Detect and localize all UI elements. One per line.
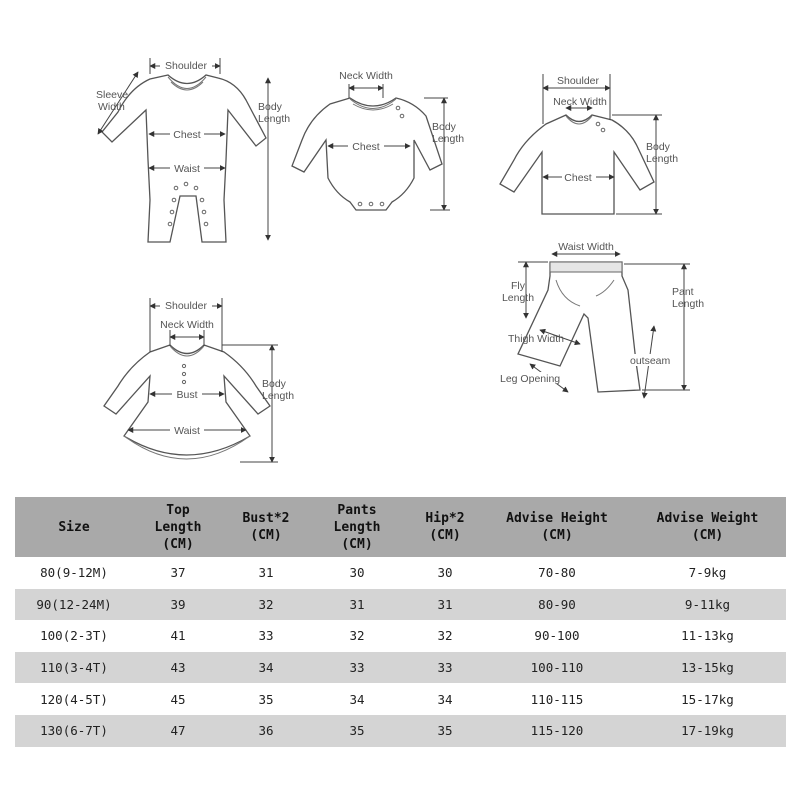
cell-advise-weight: 11-13kg: [629, 620, 786, 652]
cell-top-length: 45: [133, 683, 223, 715]
cell-top-length: 39: [133, 589, 223, 621]
bodysuit-body-label: Body: [432, 121, 456, 133]
pants-length-label-2: Length: [672, 298, 705, 310]
bodysuit-neck-label: Neck Width: [339, 70, 393, 82]
pants-fly-label: Fly: [511, 280, 525, 292]
cell-advise-height: 115-120: [485, 715, 629, 747]
cell-hip: 31: [405, 589, 485, 621]
cell-hip: 35: [405, 715, 485, 747]
cell-advise-height: 80-90: [485, 589, 629, 621]
table-row: [15, 715, 786, 747]
table-row: [15, 652, 786, 684]
romper-body-label-2: Length: [258, 113, 291, 125]
cell-advise-height: 70-80: [485, 557, 629, 589]
header-top-length: Top Length (CM): [133, 497, 223, 557]
romper-body-label: Body: [258, 101, 282, 113]
header-size: Size: [15, 497, 133, 557]
pants-leg-opening-label: Leg Opening: [500, 373, 561, 385]
shirt-diagram: [500, 74, 678, 214]
cell-hip: 32: [405, 620, 485, 652]
cell-advise-weight: 13-15kg: [629, 652, 786, 684]
pants-outseam-label: outseam: [630, 355, 671, 367]
cell-size: 110(3-4T): [15, 652, 133, 684]
cell-bust: 33: [223, 620, 309, 652]
pants-length-label: Pant: [672, 286, 694, 298]
cell-advise-weight: 9-11kg: [629, 589, 786, 621]
pants-waist-label: Waist Width: [558, 241, 614, 253]
romper-chest-label: Chest: [173, 129, 201, 141]
cell-size: 80(9-12M): [15, 557, 133, 589]
header-advise-weight: Advise Weight (CM): [629, 497, 786, 557]
cell-bust: 34: [223, 652, 309, 684]
pants-fly-label-2: Length: [501, 292, 535, 304]
cell-advise-weight: 15-17kg: [629, 683, 786, 715]
romper-waist-label: Waist: [174, 163, 200, 175]
table-row: [15, 683, 786, 715]
cell-advise-height: 110-115: [485, 683, 629, 715]
bodysuit-diagram: [292, 70, 464, 210]
pants-thigh-label: Thigh Width: [508, 333, 565, 345]
cell-advise-weight: 17-19kg: [629, 715, 786, 747]
cell-bust: 31: [223, 557, 309, 589]
cell-advise-height: 100-110: [485, 652, 629, 684]
cell-top-length: 43: [133, 652, 223, 684]
cell-top-length: 47: [133, 715, 223, 747]
cell-top-length: 37: [133, 557, 223, 589]
cell-size: 120(4-5T): [15, 683, 133, 715]
table-header-row: [15, 497, 786, 557]
cell-pants-length: 33: [309, 652, 405, 684]
cell-bust: 35: [223, 683, 309, 715]
shirt-chest-label: Chest: [564, 172, 592, 184]
dress-shoulder-label: Shoulder: [164, 300, 208, 312]
size-chart-table: [15, 497, 786, 747]
cell-pants-length: 30: [309, 557, 405, 589]
bodysuit-body-label-2: Length: [432, 133, 465, 145]
cell-advise-weight: 7-9kg: [629, 557, 786, 589]
dress-neck-label: Neck Width: [160, 319, 214, 331]
header-pants-length: Pants Length (CM): [309, 497, 405, 557]
header-hip: Hip*2 (CM): [405, 497, 485, 557]
cell-bust: 32: [223, 589, 309, 621]
table-row: [15, 557, 786, 589]
table-row: [15, 589, 786, 621]
cell-pants-length: 34: [309, 683, 405, 715]
dress-body-label-2: Length: [262, 390, 295, 402]
shirt-neck-label: Neck Width: [553, 96, 607, 108]
shirt-outline: [500, 115, 654, 214]
dress-bust-label: Bust: [176, 389, 198, 401]
cell-size: 130(6-7T): [15, 715, 133, 747]
cell-hip: 34: [405, 683, 485, 715]
cell-top-length: 41: [133, 620, 223, 652]
romper-shoulder-label: Shoulder: [164, 60, 208, 72]
cell-pants-length: 31: [309, 589, 405, 621]
romper-sleeve-label-2: Width: [98, 101, 125, 113]
cell-advise-height: 90-100: [485, 620, 629, 652]
dress-diagram: [104, 298, 294, 462]
cell-hip: 30: [405, 557, 485, 589]
shirt-body-label: Body: [646, 141, 670, 153]
table-row: [15, 620, 786, 652]
cell-size: 100(2-3T): [15, 620, 133, 652]
romper-diagram: [96, 58, 290, 242]
bodysuit-outline: [292, 98, 442, 210]
cell-hip: 33: [405, 652, 485, 684]
header-advise-height: Advise Height (CM): [485, 497, 629, 557]
dress-body-label: Body: [262, 378, 286, 390]
shirt-body-label-2: Length: [646, 153, 679, 165]
bodysuit-chest-label: Chest: [352, 141, 380, 153]
cell-bust: 36: [223, 715, 309, 747]
cell-size: 90(12-24M): [15, 589, 133, 621]
cell-pants-length: 32: [309, 620, 405, 652]
cell-pants-length: 35: [309, 715, 405, 747]
header-bust: Bust*2 (CM): [223, 497, 309, 557]
shirt-shoulder-label: Shoulder: [556, 75, 600, 87]
pants-diagram: [498, 241, 704, 398]
romper-sleeve-label: Sleeve: [96, 89, 129, 101]
dress-waist-label: Waist: [174, 425, 200, 437]
